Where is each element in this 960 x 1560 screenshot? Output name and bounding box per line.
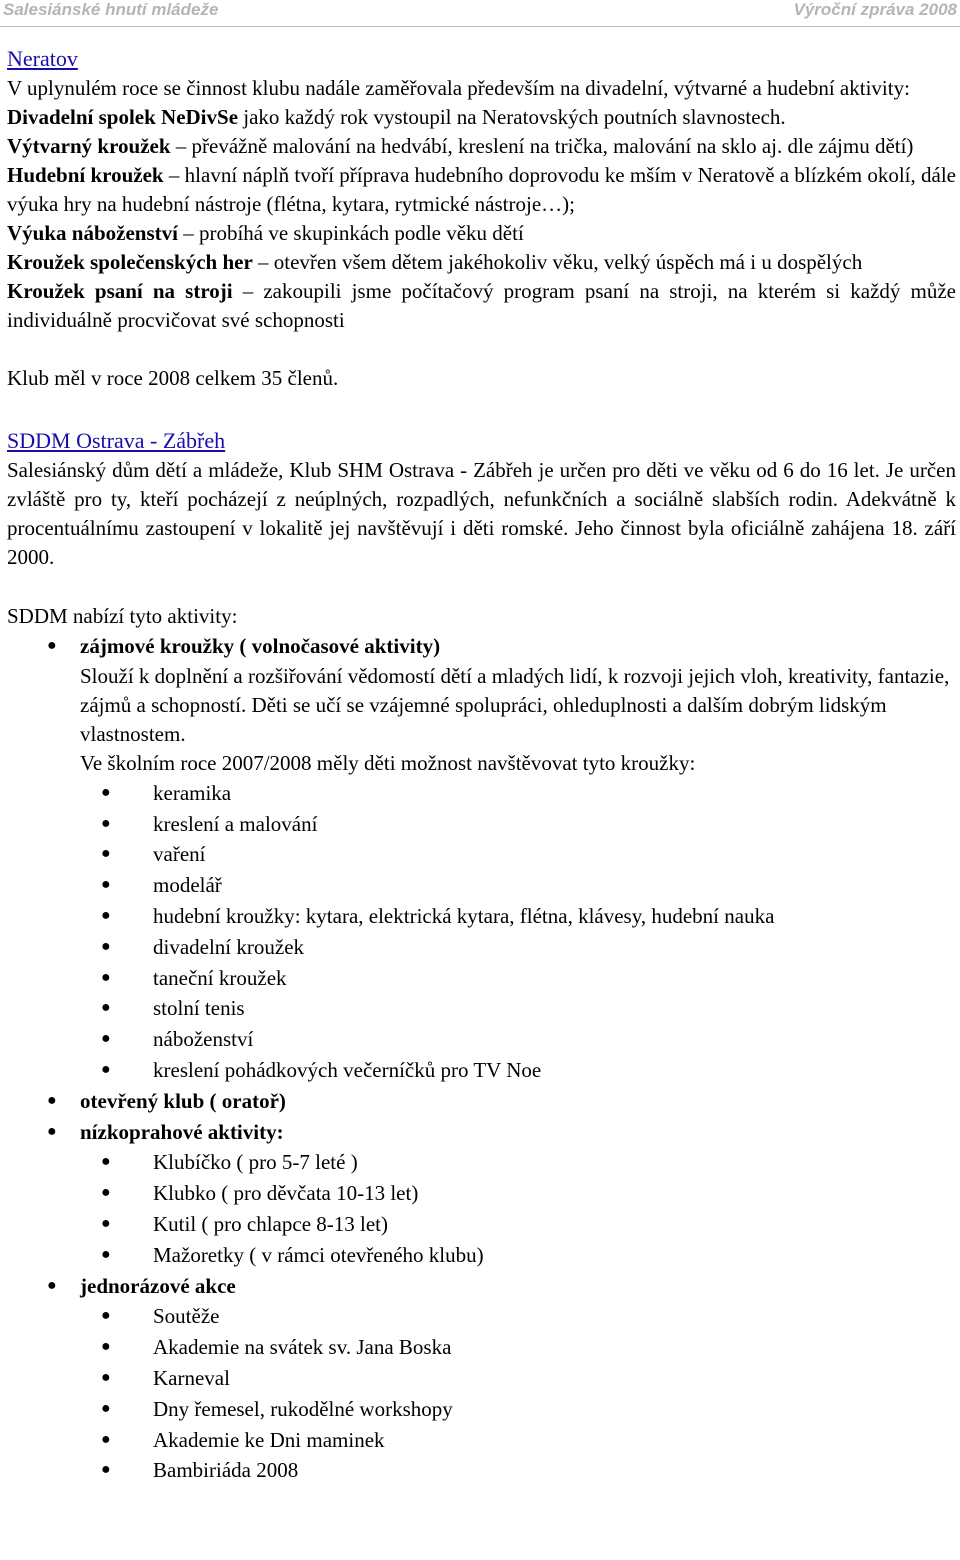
bullet-icon: ● — [101, 814, 111, 832]
sub-list — [80, 778, 956, 1086]
bullet-icon: ● — [47, 637, 57, 654]
list-item: ● Akademie na svátek sv. Jana Boska — [7, 1332, 956, 1363]
list-item: ● Akademie ke Dni maminek — [7, 1425, 956, 1456]
list-item: ● hudební kroužky: kytara, elektrická kytara, flétna, klávesy, hudební nauka — [7, 901, 956, 932]
list-item: ● Soutěže — [7, 1301, 956, 1332]
activity-item — [7, 631, 956, 1086]
activity-title: nízkoprahové aktivity: — [80, 1119, 284, 1144]
activity-title: jednorázové akce — [80, 1273, 236, 1298]
neratov-item-name: Výtvarný kroužek — [7, 134, 171, 158]
neratov-item-text: – otevřen všem dětem jakéhokoliv věku, velký úspěch má i u dospělých — [252, 250, 863, 274]
neratov-item — [7, 277, 956, 335]
activity-item — [7, 1271, 956, 1487]
header-report-title: Výroční zpráva 2008 — [793, 0, 957, 19]
neratov-item-name: Hudební kroužek — [7, 163, 164, 187]
activity-item — [7, 1086, 956, 1117]
list-item: ● Kutil ( pro chlapce 8-13 let) — [7, 1209, 956, 1240]
list-item: ● keramika — [7, 778, 956, 809]
list-item: ● kreslení pohádkových večerníčků pro TV Noe — [7, 1055, 956, 1086]
neratov-title-link[interactable]: Neratov — [7, 46, 78, 71]
neratov-item-text: jako každý rok vystoupil na Neratovských poutních slavnostech. — [238, 105, 786, 129]
neratov-item-text: – probíhá ve skupinkách podle věku dětí — [177, 221, 524, 245]
list-item: ● Mažoretky ( v rámci otevřeného klubu) — [7, 1240, 956, 1271]
sub-list — [80, 1147, 956, 1270]
activity-title: zájmové kroužky ( volnočasové aktivity) — [80, 634, 441, 658]
neratov-item-text: – převážně malování na hedvábí, kreslení na trička, malování na sklo aj. dle zájmu dětí) — [170, 134, 914, 158]
sddm-offers: SDDM nabízí tyto aktivity: — [7, 604, 238, 628]
header-org-name: Salesiánské hnutí mládeže — [3, 0, 219, 19]
list-item: ● Klubíčko ( pro 5-7 leté ) — [7, 1147, 956, 1178]
list-item: ● Bambiriáda 2008 — [7, 1455, 956, 1486]
neratov-item — [7, 248, 956, 277]
bullet-icon: ● — [101, 968, 111, 986]
neratov-item — [7, 219, 956, 248]
bullet-icon: ● — [101, 1368, 111, 1386]
list-item: ● stolní tenis — [7, 993, 956, 1024]
bullet-icon: ● — [101, 1030, 111, 1048]
bullet-icon: ● — [101, 1184, 111, 1202]
list-item: ● vaření — [7, 839, 956, 870]
bullet-icon: ● — [101, 906, 111, 924]
bullet-icon: ● — [47, 1122, 57, 1140]
list-item: ● taneční kroužek — [7, 963, 956, 994]
neratov-intro: V uplynulém roce se činnost klubu nadále zaměřovala především na divadelní, výtvarné a hudební aktivity: — [7, 76, 910, 100]
list-item: ● kreslení a malování — [7, 809, 956, 840]
activity-item — [7, 1117, 956, 1271]
neratov-item-name: Divadelní spolek NeDivSe — [7, 105, 239, 129]
bullet-icon: ● — [101, 876, 111, 894]
neratov-item-text: – zakoupili jsme počítačový program psaní na stroji, na kterém si každý může individuálně procvičovat své schopnosti — [7, 279, 956, 332]
neratov-item-text: – hlavní náplň tvoří příprava hudebního doprovodu ke mším v Neratově a blízkém okolí, dále výuka hry na hudební nástroje (flétna, kytara, rytmické nástroje…); — [7, 163, 957, 216]
bullet-icon: ● — [101, 1153, 111, 1171]
activities-list — [7, 631, 956, 1486]
neratov-members: Klub měl v roce 2008 celkem 35 členů. — [7, 366, 339, 390]
list-item: ● Dny řemesel, rukodělné workshopy — [7, 1394, 956, 1425]
list-item: ● náboženství — [7, 1024, 956, 1055]
bullet-icon: ● — [101, 1307, 111, 1325]
list-item: ● divadelní kroužek — [7, 932, 956, 963]
bullet-icon: ● — [101, 1245, 111, 1263]
bullet-icon: ● — [101, 999, 111, 1017]
neratov-item — [7, 161, 956, 219]
bullet-icon: ● — [101, 1060, 111, 1078]
page-header — [0, 0, 960, 27]
activity-description: Ve školním roce 2007/2008 měly děti možnost navštěvovat tyto kroužky: — [80, 750, 696, 775]
bullet-icon: ● — [47, 1091, 57, 1109]
neratov-item-name: Kroužek společenských her — [7, 250, 253, 274]
bullet-icon: ● — [101, 845, 111, 863]
bullet-icon: ● — [101, 1461, 111, 1479]
activity-title: otevřený klub ( oratoř) — [80, 1088, 286, 1113]
bullet-icon: ● — [101, 1338, 111, 1356]
list-item: ● Karneval — [7, 1363, 956, 1394]
bullet-icon: ● — [101, 1430, 111, 1448]
bullet-icon: ● — [101, 1214, 111, 1232]
neratov-item-name: Kroužek psaní na stroji — [7, 279, 233, 303]
bullet-icon: ● — [101, 937, 111, 955]
bullet-icon: ● — [47, 1276, 57, 1294]
sddm-title-link[interactable]: SDDM Ostrava - Zábřeh — [7, 428, 226, 453]
list-item: ● Klubko ( pro děvčata 10-13 let) — [7, 1178, 956, 1209]
neratov-item-name: Výuka náboženství — [7, 221, 178, 245]
document-body — [7, 44, 956, 1486]
bullet-icon: ● — [101, 1399, 111, 1417]
sddm-intro: Salesiánský dům dětí a mládeže, Klub SHM Ostrava - Zábřeh je určen pro děti ve věku od 6 do 16 let. Je určen zvláště pro ty, kteří pocházejí z neúplných, rozpadlých, nefunkčních a sociálně slabších rodin. Adekvátně k procentuálnímu zastoupení v lokalitě jej navštěvují i děti romské. Jeho činnost byla oficiálně zahájena 18. září 2000. — [7, 458, 956, 569]
list-item: ● modelář — [7, 870, 956, 901]
activity-description: Slouží k doplnění a rozšiřování vědomostí dětí a mladých lidí, k rozvoji jejich vloh, kreativity, fantazie, zájmů a schopností. Děti se učí se vzájemné spolupráci, ohleduplnosti a dalším dobrým lidským vlastnostem. — [80, 663, 950, 746]
neratov-item — [7, 132, 956, 161]
neratov-item — [7, 103, 956, 132]
bullet-icon: ● — [101, 783, 111, 801]
sub-list — [80, 1301, 956, 1486]
